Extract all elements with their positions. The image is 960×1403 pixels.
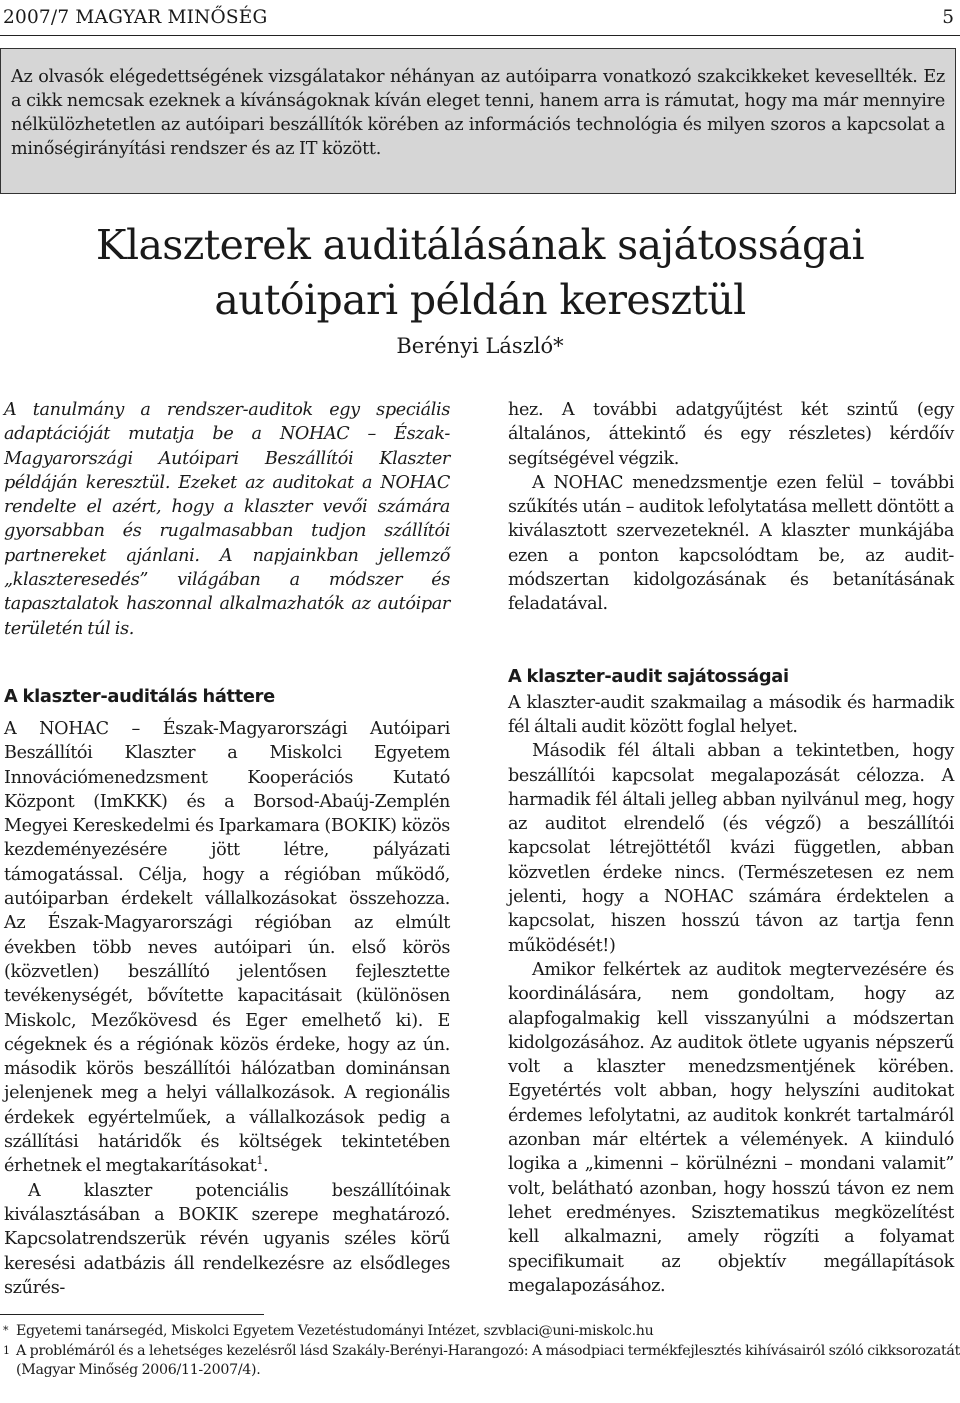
footnote-mark: 1 — [3, 1343, 10, 1357]
footnote-text: A problémáról és a lehetséges kezelésről lásd Szakály-Berényi-Harangozó: A másodpiaci termékfejlesztés kihívásairól szóló cikksorozatát (Magyar Minőség 2006/11-2007/4). — [16, 1342, 960, 1378]
right-column — [508, 398, 954, 1298]
body-paragraph: Második fél általi abban a tekintetben, hogy beszállítói kapcsolat megalapozását célozza. A harmadik fél általi jelleg abban nyilvánul meg, hogy az auditot elrendelő (és végző) a beszállítói kapcsolat létrejöttétől kvázi független, abban közvetlen érdeke nincs. (Természetesen ez nem jelenti, hogy a NOHAC számára érdektelen a kapcsolat, hiszen hosszú távon az tartja fenn működését!) — [508, 741, 954, 956]
body-paragraph: hez. A további adatgyűjtést két szintű (egy általános, áttekintő és egy részletes) kérdőív segítségével végzik. — [508, 400, 954, 469]
header-rule — [0, 35, 960, 36]
footnote-ref[interactable]: 1 — [256, 1154, 264, 1168]
article-title — [0, 218, 960, 328]
page-header — [0, 0, 960, 36]
title-line-1: Klaszterek auditálásának sajátosságai — [95, 221, 865, 269]
page-number: 5 — [942, 7, 954, 28]
body-text: A NOHAC – Észak-Magyarországi Autóipari Beszállítói Klaszter a Miskolci Egyetem Innovációmenedzsment Kooperációs Kutató Központ (ImKKK) és a Borsod-Abaúj-Zemplén Megyei Kereskedelmi és Iparkamara (BOKIK) közös kezdeményezésére jött létre, pályázati támogatással. Célja, hogy a régióban működő, autóiparban érdekelt vállalkozásokat összehozza. Az Észak-Magyarországi régióban az elmúlt években több neves autóipari ún. első körös (közvetlen) beszállító jelentősen fejlesztette tevékenységét, bővítette kapacitásait (különösen Miskolc, Mezőkövesd és Eger emelhető ki). E cégeknek és a régiónak közös érdeke, hogy az ún. második körös beszállítói hálózatban dominánsan jelenjenek meg a helyi vállalkozások. A regionális érdekek egyértelműek, a vállalkozások pedig a szállítási határidők és költségek tekintetében érhetnek el megtakarításokat — [4, 718, 450, 1177]
body-paragraph: Amikor felkértek az auditok megtervezésére és koordinálására, nem gondoltam, hogy az alapfogalmakig kell visszanyúlni a módszertan kidolgozásához. Az auditok ötlete ugyanis népszerű volt a klaszter menedzsmentjének körében. Egyetértés volt abban, hogy helyszíni auditokat érdemes lefolytatni, az auditok konkrét tartalmáról azonban már eltértek a vélemények. A kiinduló logika a „kimenni – körülnézni – mondani valamit” volt, belátható azonban, hogy hosszú távon ez nem lehet eredményes. Szisztematikus megközelítést kell alkalmazni, amely rögzíti a folyamat specifikumait az objektív megállapítások megalapozásához. — [508, 959, 954, 1296]
footnotes — [0, 1322, 960, 1381]
body-paragraph: A klaszter potenciális beszállítóinak kiválasztásában a BOKIK szerepe meghatározó. Kapcsolatrendszerük révén ugyanis széles körű keresési adatbázis áll rendelkezésre az elsődleges szűrés- — [4, 1180, 450, 1298]
section-heading-features: A klaszter-audit sajátosságai — [508, 665, 789, 687]
abstract-text: Az olvasók elégedettségének vizsgálatakor néhányan az autóiparra vonatkozó szakcikkeket kevesellték. Ez a cikk nemcsak ezeknek a kívánságoknak kíván eleget tenni, hanem arra is rámutat, hogy ma már mennyire nélkülözhetetlen az autóipari beszállítók körében az információs technológia és milyen szoros a kapcsolat a minőségirányítási rendszer és az IT között. — [11, 67, 945, 159]
body-paragraph — [4, 717, 450, 1179]
title-line-2: autóipari példán keresztül — [214, 276, 746, 324]
section-heading-background: A klaszter-auditálás háttere — [4, 685, 275, 707]
left-column — [4, 398, 450, 1300]
abstract-box — [0, 48, 956, 194]
period: . — [263, 1156, 269, 1177]
footnote-text: Egyetemi tanársegéd, Miskolci Egyetem Vezetéstudományi Intézet, szvblaci@uni-miskolc.hu — [16, 1323, 654, 1339]
body-paragraph: A NOHAC menedzsmentje ezen felül – további szűkítés után – auditok lefolytatása mellett döntött a kiválasztott szervezeteknél. A klaszter munkájába ezen a ponton kapcsolódtam be, az audit-módszertan kidolgozásának és betanításának feladatával. — [508, 472, 954, 615]
journal-issue: 2007/7 MAGYAR MINŐSÉG — [3, 7, 268, 28]
footnote-1 — [0, 1342, 960, 1381]
footnote-mark: * — [3, 1324, 9, 1337]
author-name: Berényi László* — [396, 334, 564, 358]
body-paragraph: A klaszter-audit szakmailag a második és harmadik fél általi audit között foglal helyet. — [508, 692, 954, 737]
footnote-author — [0, 1322, 960, 1342]
lede-paragraph: A tanulmány a rendszer-auditok egy speciális adaptációját mutatja be a NOHAC – Észak-Magyarországi Autóipari Beszállítói Klaszter példáján keresztül. Ezeket az auditokat a NOHAC rendelte el azért, hogy a klaszter vevői számára gyorsabban és rugalmasabban tudjon szállítói partnereket ajánlani. A napjainkban jellemző „klaszteresedés” világában a módszer és tapasztalatok haszonnal alkalmazhatók az autóipar területén túl is. — [4, 400, 450, 639]
footnote-rule — [0, 1314, 264, 1315]
